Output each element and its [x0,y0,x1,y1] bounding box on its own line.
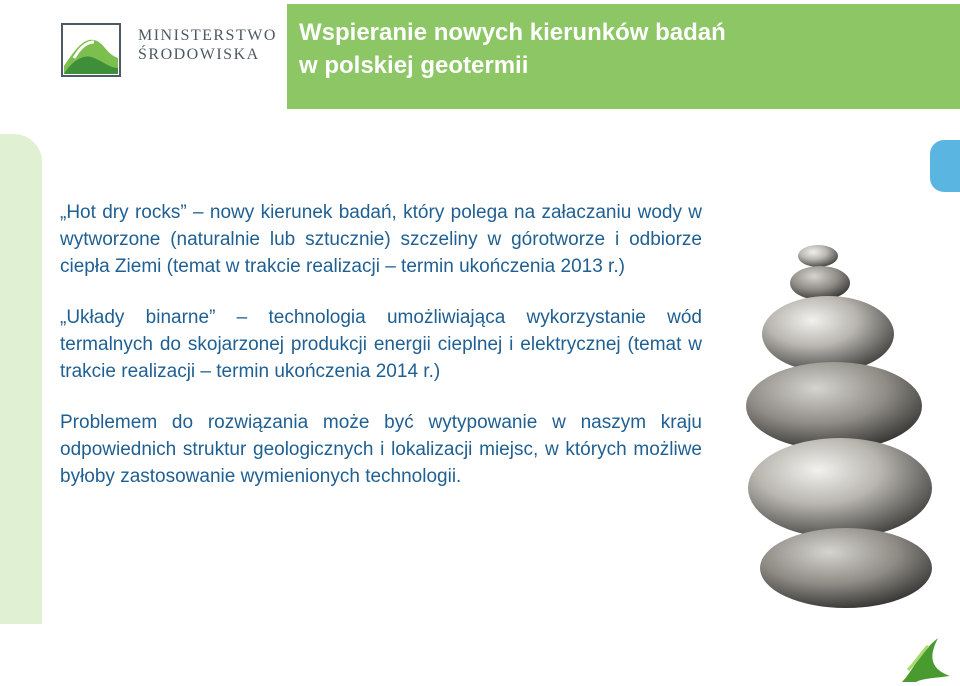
ministry-logo-icon [60,18,130,82]
left-accent-bar [0,134,42,624]
paragraph-binary-systems: „Układy binarne” – technologia umożliwiająca wykorzystanie wód termalnych do skojarzonej produkcji energii cieplnej i elektrycznej (temat w trakcie realizacji – termin ukończenia 2014 r.) [60,307,702,382]
paragraph-problem: Problemem do rozwiązania może być wytypowanie w naszym kraju odpowiednich struktur geologicznych i lokalizacji miejsc, w których możliwe byłoby zastosowanie wymienionych technologii. [60,412,702,487]
logo-line-1: MINISTERSTWO [138,27,277,44]
title-line-2: w polskiej geotermii [299,52,529,79]
right-accent-tab [930,140,960,192]
title-bar [287,4,960,109]
slide-title [299,16,939,82]
logo-line-2: ŚRODOWISKA [138,46,260,63]
stacked-stones-image [736,238,932,608]
ministry-logo [60,18,277,98]
slide-content [60,199,702,490]
paragraph-hot-dry-rocks: „Hot dry rocks” – nowy kierunek badań, który polega na załaczaniu wody w wytworzone (naturalnie lub sztucznie) szczeliny w górotworze i odbiorze ciepła Ziemi (temat w trakcie realizacji – termin ukończenia 2013 r.) [60,202,702,277]
title-line-1: Wspieranie nowych kierunków badań [299,19,726,46]
logo-text [138,26,277,64]
green-swoosh-icon [898,632,954,684]
